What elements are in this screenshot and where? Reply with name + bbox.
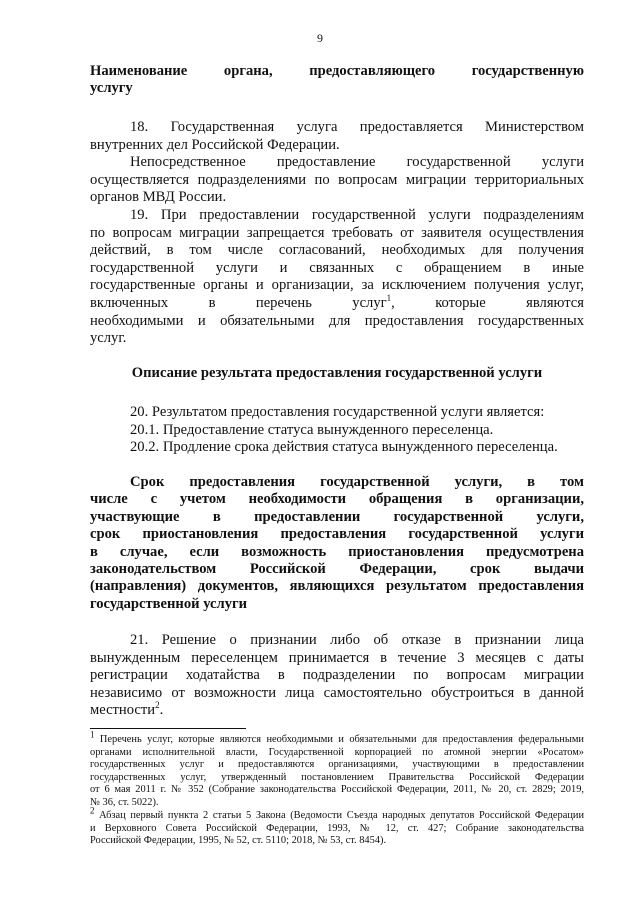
text-line: вынужденным переселенцем принимается в течение 3 месяцев с даты xyxy=(90,649,584,666)
footnote-divider xyxy=(90,728,246,729)
text-line: государственные органы и организации, за исключением получения услуг, xyxy=(90,277,584,294)
heading-line: услугу xyxy=(90,80,133,96)
text-line: 21. Решение о признании либо об отказе в признании лица xyxy=(130,632,584,648)
text-line: независимо от возможности лица самостоятельно обустроиться в данной xyxy=(90,684,584,701)
heading-line: (направления) документов, являющихся результатом предоставления xyxy=(90,578,584,595)
heading-authority xyxy=(90,63,584,97)
text-line: регистрации ходатайства в подразделении по вопросам миграции xyxy=(90,667,584,684)
footnote-line xyxy=(90,729,584,747)
footnote-line: и Верховного Совета Российской Федерации, 1993, № 12, ст. 427; Собрание законодательства xyxy=(90,822,584,834)
text-line: 19. При предоставлении государственной услуги подразделениям xyxy=(130,206,584,223)
footnote-line: органами исполнительной власти, Государственной корпорацией по атомной энергии «Росатом» xyxy=(90,746,584,758)
text-fragment: Перечень услуг, которые являются необходимыми и обязательными для предоставления федеральными xyxy=(99,734,584,745)
paragraph-21 xyxy=(90,632,584,720)
heading-term xyxy=(90,474,584,613)
text-fragment: . xyxy=(159,702,164,719)
footnote-line: от 6 мая 2011 г. № 352 (Собрание законодательства Российской Федерации, 2011, № 20, ст. 2829; 2019, xyxy=(90,784,584,796)
text-line: органов МВД России. xyxy=(90,189,227,206)
text-fragment: местности xyxy=(90,702,156,719)
text-line: необходимыми и обязательными для предоставления государственных xyxy=(90,312,584,329)
text-line: 20.2. Продление срока действия статуса вынужденного переселенца. xyxy=(130,439,558,456)
paragraph-18 xyxy=(90,119,584,348)
text-line xyxy=(90,295,584,313)
text-line: услуг. xyxy=(90,330,127,347)
text-line: действий, в том числе согласований, необходимых для получения xyxy=(90,242,584,259)
footnote-1 xyxy=(90,729,584,810)
footnote-2 xyxy=(90,805,584,848)
heading-line: в случае, если возможность приостановления предусмотрена xyxy=(90,543,584,560)
heading-result: Описание результата предоставления государственной услуги xyxy=(131,365,543,381)
footnote-line: государственных услуг и предоставляются организациями, участвующими в предоставлении xyxy=(90,759,584,771)
footnote-line: государственных услуг, утвержденный постановлением Правительства Российской Федерации xyxy=(90,771,584,783)
footnote-mark: 1 xyxy=(90,729,95,740)
heading-line: числе с учетом необходимости обращения в организации, xyxy=(90,491,584,508)
text-line: 20. Результатом предоставления государственной услуги является: xyxy=(130,404,545,420)
text-fragment: Абзац первый пункта 2 статьи 5 Закона (Ведомости Съезда народных депутатов Российской Федерации xyxy=(99,810,584,821)
text-line: государственной услуги и связанных с обращением в иные xyxy=(90,259,584,276)
heading-line: участвующие в предоставлении государственной услуги, xyxy=(90,508,584,525)
footnote-line: № 36, ст. 5022). xyxy=(90,796,159,808)
text-line: осуществляется подразделениями по вопросам миграции территориальных xyxy=(90,171,584,188)
text-line: внутренних дел Российской Федерации. xyxy=(90,136,340,153)
footnote-line xyxy=(90,805,584,823)
page-number: 9 xyxy=(317,31,323,45)
heading-line: государственной услуги xyxy=(90,595,248,612)
footnote-line: Российской Федерации, 1995, № 52, ст. 5110; 2018, № 53, ст. 8454). xyxy=(90,835,387,847)
heading-line: законодательством Российской Федерации, срок выдачи xyxy=(90,561,584,578)
footnote-mark: 2 xyxy=(90,805,95,816)
paragraph-20 xyxy=(90,404,584,457)
text-line: Непосредственное предоставление государственной услуги xyxy=(130,154,584,171)
heading-line: Наименование органа, предоставляющего государственную xyxy=(90,63,584,79)
heading-line: срок приостановления предоставления государственной услуги xyxy=(90,526,584,543)
text-fragment: включенных в перечень услуг xyxy=(90,294,387,311)
text-line: 18. Государственная услуга предоставляется Министерством xyxy=(130,119,584,135)
text-line: 20.1. Предоставление статуса вынужденного переселенца. xyxy=(130,421,494,438)
footnote-ref-1[interactable]: 1 xyxy=(386,293,392,304)
footnote-ref-2[interactable]: 2 xyxy=(155,700,160,711)
text-line xyxy=(90,702,584,720)
text-fragment: , которые являются xyxy=(391,294,584,311)
heading-line: Срок предоставления государственной услуги, в том xyxy=(130,474,584,490)
text-line: по вопросам миграции запрещается требовать от заявителя осуществления xyxy=(90,224,584,241)
